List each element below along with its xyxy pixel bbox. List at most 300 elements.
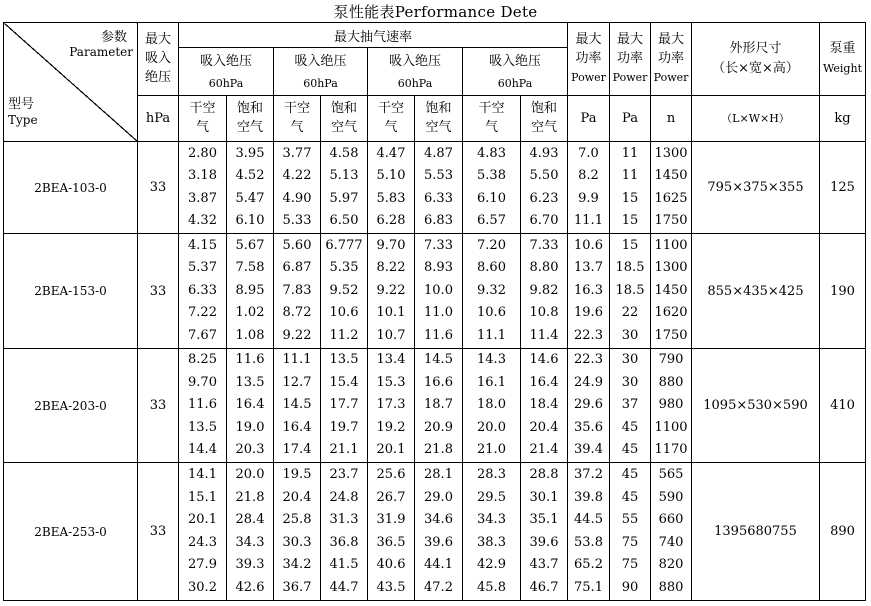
value-column-c10 xyxy=(610,349,651,463)
value-cell: 980 xyxy=(658,397,684,413)
value-cell: 41.5 xyxy=(329,557,359,572)
value-cell: 5.53 xyxy=(424,168,453,183)
value-cell: 9.22 xyxy=(282,327,312,343)
value-cell: 20.9 xyxy=(424,419,453,435)
value-cell: 14.6 xyxy=(529,352,559,368)
value-cell: 20.4 xyxy=(529,419,559,435)
value-cell: 30.2 xyxy=(188,579,217,595)
value-cell: 1750 xyxy=(654,213,688,228)
value-cell: 45 xyxy=(621,467,639,482)
value-cell: 9.82 xyxy=(529,282,559,298)
value-cell: 42.6 xyxy=(235,579,265,595)
value-column-c4 xyxy=(321,234,368,349)
value-cell: 11 xyxy=(621,145,639,161)
value-cell: 8.80 xyxy=(529,260,559,276)
value-cell: 1625 xyxy=(654,190,688,206)
value-cell: 42.9 xyxy=(477,557,506,572)
value-cell: 8.25 xyxy=(188,352,217,368)
value-cell: 17.3 xyxy=(376,397,406,413)
value-column-c1 xyxy=(179,463,227,601)
weight-cell: 890 xyxy=(820,463,866,601)
dimensions-cell: 795×375×355 xyxy=(692,142,820,234)
value-cell: 24.3 xyxy=(188,534,217,550)
value-cell: 45 xyxy=(621,489,639,505)
header-max-speed: 最大抽气速率 xyxy=(179,23,568,48)
value-column-c6 xyxy=(415,349,463,463)
value-cell: 4.47 xyxy=(376,145,406,161)
value-column-c11 xyxy=(651,234,692,349)
value-cell: 43.7 xyxy=(529,557,559,572)
performance-table xyxy=(3,22,866,601)
value-cell: 4.15 xyxy=(188,237,217,253)
sub-sat-air-2: 饱和 空气 xyxy=(321,95,368,141)
value-cell: 21.4 xyxy=(529,442,559,458)
value-cell: 5.33 xyxy=(282,213,312,228)
value-cell: 1.08 xyxy=(235,327,265,343)
model-cell: 2BEA-153-0 xyxy=(4,234,138,349)
value-cell: 4.58 xyxy=(329,145,359,161)
header-type-cn: 型号 xyxy=(8,97,35,112)
value-cell: 9.32 xyxy=(477,282,506,298)
value-column-c9 xyxy=(568,349,610,463)
value-cell: 29.0 xyxy=(424,489,453,505)
value-column-c5 xyxy=(368,463,415,601)
value-cell: 21.8 xyxy=(235,489,265,505)
suction-cell: 33 xyxy=(138,463,179,601)
value-cell: 18.0 xyxy=(477,397,506,413)
value-column-c5 xyxy=(368,142,415,234)
value-cell: 90 xyxy=(621,579,639,595)
value-cell: 13.5 xyxy=(235,374,265,390)
value-cell: 7.83 xyxy=(282,282,312,298)
value-cell: 28.4 xyxy=(235,512,265,527)
model-cell: 2BEA-103-0 xyxy=(4,142,138,234)
value-cell: 15 xyxy=(621,237,639,253)
suction-cell: 33 xyxy=(138,349,179,463)
value-cell: 6.57 xyxy=(477,213,506,228)
value-cell: 740 xyxy=(658,534,684,550)
value-cell: 38.3 xyxy=(477,534,506,550)
model-cell: 2BEA-253-0 xyxy=(4,463,138,601)
value-cell: 40.6 xyxy=(376,557,406,572)
value-cell: 17.4 xyxy=(282,442,312,458)
value-cell: 10.6 xyxy=(477,305,506,321)
value-cell: 1300 xyxy=(654,260,688,276)
value-cell: 8.72 xyxy=(282,305,312,321)
value-column-c3 xyxy=(274,463,321,601)
value-cell: 36.8 xyxy=(329,534,359,550)
value-column-c1 xyxy=(179,234,227,349)
value-cell: 11.1 xyxy=(574,213,603,228)
value-cell: 47.2 xyxy=(424,579,453,595)
value-column-c10 xyxy=(610,142,651,234)
value-cell: 30 xyxy=(621,352,639,368)
value-cell: 3.95 xyxy=(235,145,265,161)
value-cell: 10.6 xyxy=(574,237,603,253)
header-power-2: 最大 功率 Power xyxy=(610,23,651,96)
weight-cell: 125 xyxy=(820,142,866,234)
sub-dry-air-1: 干空 气 xyxy=(179,95,227,141)
value-column-c5 xyxy=(368,234,415,349)
value-cell: 14.1 xyxy=(188,467,217,482)
value-cell: 29.5 xyxy=(477,489,506,505)
value-cell: 39.6 xyxy=(529,534,559,550)
value-cell: 7.20 xyxy=(477,237,506,253)
value-cell: 11.4 xyxy=(529,327,559,343)
dimensions-cell: 1395680755 xyxy=(692,463,820,601)
value-cell: 4.32 xyxy=(188,213,217,228)
value-cell: 5.83 xyxy=(376,190,406,206)
value-cell: 14.5 xyxy=(282,397,312,413)
value-cell: 11.1 xyxy=(282,352,312,368)
value-cell: 10.6 xyxy=(329,305,359,321)
value-cell: 5.50 xyxy=(529,168,559,183)
value-cell: 6.28 xyxy=(376,213,406,228)
value-cell: 44.5 xyxy=(574,512,603,527)
value-cell: 3.77 xyxy=(282,145,312,161)
value-cell: 14.5 xyxy=(424,352,453,368)
value-cell: 25.8 xyxy=(282,512,312,527)
value-cell: 5.38 xyxy=(477,168,506,183)
value-cell: 11.0 xyxy=(424,305,453,321)
value-cell: 43.5 xyxy=(376,579,406,595)
value-cell: 565 xyxy=(658,467,684,482)
value-cell: 16.4 xyxy=(282,419,312,435)
value-cell: 1300 xyxy=(654,145,688,161)
header-dimensions: 外形尺寸 （长×宽×高） xyxy=(692,23,820,96)
value-cell: 20.4 xyxy=(282,489,312,505)
header-max-suction: 最大 吸入 绝压 xyxy=(138,23,179,96)
value-cell: 22 xyxy=(621,305,639,321)
value-cell: 14.4 xyxy=(188,442,217,458)
value-cell: 29.6 xyxy=(574,397,603,413)
value-column-c6 xyxy=(415,463,463,601)
value-cell: 45 xyxy=(621,419,639,435)
value-cell: 13.5 xyxy=(188,419,217,435)
value-cell: 19.6 xyxy=(574,305,603,321)
group-2-label: 吸入绝压 xyxy=(274,48,368,72)
value-cell: 15.4 xyxy=(329,374,359,390)
value-cell: 6.83 xyxy=(424,213,453,228)
value-cell: 45 xyxy=(621,442,639,458)
value-column-c3 xyxy=(274,349,321,463)
value-cell: 19.7 xyxy=(329,419,359,435)
value-cell: 3.18 xyxy=(188,168,217,183)
value-cell: 8.95 xyxy=(235,282,265,298)
value-cell: 45.8 xyxy=(477,579,506,595)
value-cell: 11.6 xyxy=(235,352,265,368)
value-cell: 21.1 xyxy=(329,442,359,458)
value-column-c4 xyxy=(321,349,368,463)
value-cell: 16.4 xyxy=(529,374,559,390)
value-cell: 7.33 xyxy=(424,237,453,253)
value-cell: 8.2 xyxy=(578,168,599,183)
dimensions-cell: 855×435×425 xyxy=(692,234,820,349)
suction-cell: 33 xyxy=(138,234,179,349)
weight-cell: 410 xyxy=(820,349,866,463)
value-column-c2 xyxy=(227,349,274,463)
value-cell: 15.1 xyxy=(188,489,217,505)
sub-sat-air-3: 饱和 空气 xyxy=(415,95,463,141)
value-cell: 39.8 xyxy=(574,489,603,505)
table-title: 泵性能表Performance Dete xyxy=(333,3,538,21)
value-cell: 55 xyxy=(621,512,639,527)
value-cell: 25.6 xyxy=(376,467,406,482)
value-cell: 13.5 xyxy=(329,352,359,368)
value-cell: 4.90 xyxy=(282,190,312,206)
value-cell: 5.13 xyxy=(329,168,359,183)
value-column-c2 xyxy=(227,142,274,234)
value-cell: 39.3 xyxy=(235,557,265,572)
value-cell: 44.1 xyxy=(424,557,453,572)
unit-suction: hPa xyxy=(138,95,179,141)
header-power-1: 最大 功率 Power xyxy=(568,23,610,96)
header-weight: 泵重 Weight xyxy=(820,23,866,96)
value-cell: 75.1 xyxy=(574,579,603,595)
sub-sat-air-4: 饱和 空气 xyxy=(521,95,568,141)
value-cell: 4.87 xyxy=(424,145,453,161)
value-cell: 7.22 xyxy=(188,305,217,321)
value-cell: 15 xyxy=(621,190,639,206)
value-cell: 1170 xyxy=(654,442,688,458)
value-cell: 5.97 xyxy=(329,190,359,206)
value-cell: 34.2 xyxy=(282,557,312,572)
unit-power-3: n xyxy=(651,95,692,141)
value-cell: 1.02 xyxy=(235,305,265,321)
value-column-c2 xyxy=(227,463,274,601)
value-cell: 6.777 xyxy=(325,237,363,253)
value-column-c7 xyxy=(463,349,521,463)
table-row xyxy=(4,463,866,601)
unit-power-2: Pa xyxy=(610,95,651,141)
value-column-c7 xyxy=(463,463,521,601)
value-cell: 34.3 xyxy=(477,512,506,527)
value-cell: 75 xyxy=(621,534,639,550)
value-cell: 12.7 xyxy=(282,374,312,390)
value-cell: 30 xyxy=(621,374,639,390)
value-cell: 15 xyxy=(621,213,639,228)
value-cell: 6.87 xyxy=(282,260,312,276)
value-column-c11 xyxy=(651,463,692,601)
value-cell: 39.6 xyxy=(424,534,453,550)
value-cell: 11.6 xyxy=(424,327,453,343)
value-cell: 880 xyxy=(658,374,684,390)
table-body xyxy=(4,142,866,601)
dimensions-cell: 1095×530×590 xyxy=(692,349,820,463)
value-cell: 75 xyxy=(621,557,639,572)
value-cell: 9.70 xyxy=(188,374,217,390)
value-cell: 9.52 xyxy=(329,282,359,298)
value-column-c2 xyxy=(227,234,274,349)
value-cell: 18.5 xyxy=(615,260,645,276)
value-column-c9 xyxy=(568,142,610,234)
header-diagonal-cell xyxy=(4,23,138,142)
value-cell: 13.7 xyxy=(574,260,603,276)
value-cell: 1750 xyxy=(654,327,688,343)
sub-sat-air-1: 饱和 空气 xyxy=(227,95,274,141)
value-column-c8 xyxy=(521,142,568,234)
value-cell: 9.70 xyxy=(376,237,406,253)
header-params-en: Parameter xyxy=(69,45,133,59)
value-cell: 16.3 xyxy=(574,282,603,298)
value-column-c9 xyxy=(568,463,610,601)
value-cell: 9.22 xyxy=(376,282,406,298)
value-column-c11 xyxy=(651,349,692,463)
value-cell: 23.7 xyxy=(329,467,359,482)
value-cell: 36.7 xyxy=(282,579,312,595)
value-cell: 6.33 xyxy=(188,282,217,298)
value-cell: 660 xyxy=(658,512,684,527)
value-cell: 6.23 xyxy=(529,190,559,206)
group-3-label: 吸入绝压 xyxy=(368,48,463,72)
value-column-c1 xyxy=(179,142,227,234)
value-cell: 36.5 xyxy=(376,534,406,550)
value-cell: 21.0 xyxy=(477,442,506,458)
value-cell: 6.10 xyxy=(477,190,506,206)
value-cell: 24.9 xyxy=(574,374,603,390)
value-cell: 4.22 xyxy=(282,168,312,183)
value-cell: 21.8 xyxy=(424,442,453,458)
value-cell: 4.93 xyxy=(529,145,559,161)
sub-dry-air-3: 干空 气 xyxy=(368,95,415,141)
value-cell: 18.4 xyxy=(529,397,559,413)
value-cell: 4.52 xyxy=(235,168,265,183)
value-cell: 1100 xyxy=(654,419,688,435)
value-cell: 28.3 xyxy=(477,467,506,482)
value-cell: 1450 xyxy=(654,168,688,183)
model-cell: 2BEA-203-0 xyxy=(4,349,138,463)
value-cell: 8.93 xyxy=(424,260,453,276)
value-cell: 16.1 xyxy=(477,374,506,390)
group-1-label: 吸入绝压 xyxy=(179,48,274,72)
value-cell: 31.3 xyxy=(329,512,359,527)
value-cell: 20.3 xyxy=(235,442,265,458)
value-cell: 37.2 xyxy=(574,467,603,482)
value-cell: 30.1 xyxy=(529,489,559,505)
value-cell: 5.35 xyxy=(329,260,359,276)
group-1-unit: 60hPa xyxy=(179,72,274,96)
value-cell: 27.9 xyxy=(188,557,217,572)
value-cell: 46.7 xyxy=(529,579,559,595)
value-cell: 10.0 xyxy=(424,282,453,298)
value-cell: 35.1 xyxy=(529,512,559,527)
value-cell: 5.10 xyxy=(376,168,406,183)
value-column-c4 xyxy=(321,142,368,234)
value-column-c11 xyxy=(651,142,692,234)
value-cell: 24.8 xyxy=(329,489,359,505)
value-cell: 1620 xyxy=(654,305,688,321)
unit-dimensions: （L×W×H） xyxy=(692,95,820,141)
table-row xyxy=(4,142,866,234)
value-cell: 820 xyxy=(658,557,684,572)
value-cell: 31.9 xyxy=(376,512,406,527)
value-cell: 11.1 xyxy=(477,327,506,343)
table-row xyxy=(4,349,866,463)
value-cell: 19.0 xyxy=(235,419,265,435)
value-cell: 2.80 xyxy=(188,145,217,161)
value-column-c8 xyxy=(521,463,568,601)
value-cell: 1100 xyxy=(654,237,688,253)
value-column-c8 xyxy=(521,234,568,349)
value-cell: 19.2 xyxy=(376,419,406,435)
value-cell: 34.3 xyxy=(235,534,265,550)
value-cell: 10.7 xyxy=(376,327,406,343)
value-cell: 6.33 xyxy=(424,190,453,206)
value-cell: 16.6 xyxy=(424,374,453,390)
value-cell: 20.0 xyxy=(477,419,506,435)
value-cell: 10.8 xyxy=(529,305,559,321)
value-cell: 26.7 xyxy=(376,489,406,505)
group-4-unit: 60hPa xyxy=(463,72,568,96)
header-power-3: 最大 功率 Power xyxy=(651,23,692,96)
value-cell: 44.7 xyxy=(329,579,359,595)
table-row xyxy=(4,234,866,349)
value-column-c7 xyxy=(463,142,521,234)
suction-cell: 33 xyxy=(138,142,179,234)
group-2-unit: 60hPa xyxy=(274,72,368,96)
value-column-c6 xyxy=(415,234,463,349)
value-cell: 790 xyxy=(658,352,684,368)
value-cell: 17.7 xyxy=(329,397,359,413)
value-cell: 11.2 xyxy=(329,327,359,343)
value-cell: 28.8 xyxy=(529,467,559,482)
value-cell: 11.6 xyxy=(188,397,217,413)
group-4-label: 吸入绝压 xyxy=(463,48,568,72)
value-cell: 18.5 xyxy=(615,282,645,298)
value-column-c1 xyxy=(179,349,227,463)
unit-weight: kg xyxy=(820,95,866,141)
header-params-cn: 参数 xyxy=(100,30,127,45)
value-cell: 8.22 xyxy=(376,260,406,276)
value-column-c3 xyxy=(274,234,321,349)
value-cell: 13.4 xyxy=(376,352,406,368)
value-cell: 7.33 xyxy=(529,237,559,253)
value-cell: 9.9 xyxy=(578,190,599,206)
value-cell: 880 xyxy=(658,579,684,595)
value-cell: 30 xyxy=(621,327,639,343)
value-cell: 30.3 xyxy=(282,534,312,550)
value-cell: 16.4 xyxy=(235,397,265,413)
sub-dry-air-2: 干空 气 xyxy=(274,95,321,141)
value-cell: 20.1 xyxy=(376,442,406,458)
value-cell: 65.2 xyxy=(574,557,603,572)
value-cell: 10.1 xyxy=(376,305,406,321)
value-cell: 5.47 xyxy=(235,190,265,206)
value-column-c10 xyxy=(610,463,651,601)
value-cell: 14.3 xyxy=(477,352,506,368)
value-cell: 53.8 xyxy=(574,534,603,550)
value-cell: 5.67 xyxy=(235,237,265,253)
value-cell: 39.4 xyxy=(574,442,603,458)
value-cell: 35.6 xyxy=(574,419,603,435)
value-column-c10 xyxy=(610,234,651,349)
value-cell: 7.58 xyxy=(235,260,265,276)
value-cell: 37 xyxy=(621,397,639,413)
value-cell: 19.5 xyxy=(282,467,312,482)
value-cell: 7.0 xyxy=(578,145,599,161)
value-cell: 6.50 xyxy=(329,213,359,228)
value-column-c8 xyxy=(521,349,568,463)
value-column-c5 xyxy=(368,349,415,463)
value-cell: 4.83 xyxy=(477,145,506,161)
value-cell: 7.67 xyxy=(188,327,217,343)
value-column-c7 xyxy=(463,234,521,349)
value-cell: 8.60 xyxy=(477,260,506,276)
value-cell: 34.6 xyxy=(424,512,453,527)
value-cell: 3.87 xyxy=(188,190,217,206)
value-cell: 20.0 xyxy=(235,467,265,482)
value-cell: 5.60 xyxy=(282,237,312,253)
